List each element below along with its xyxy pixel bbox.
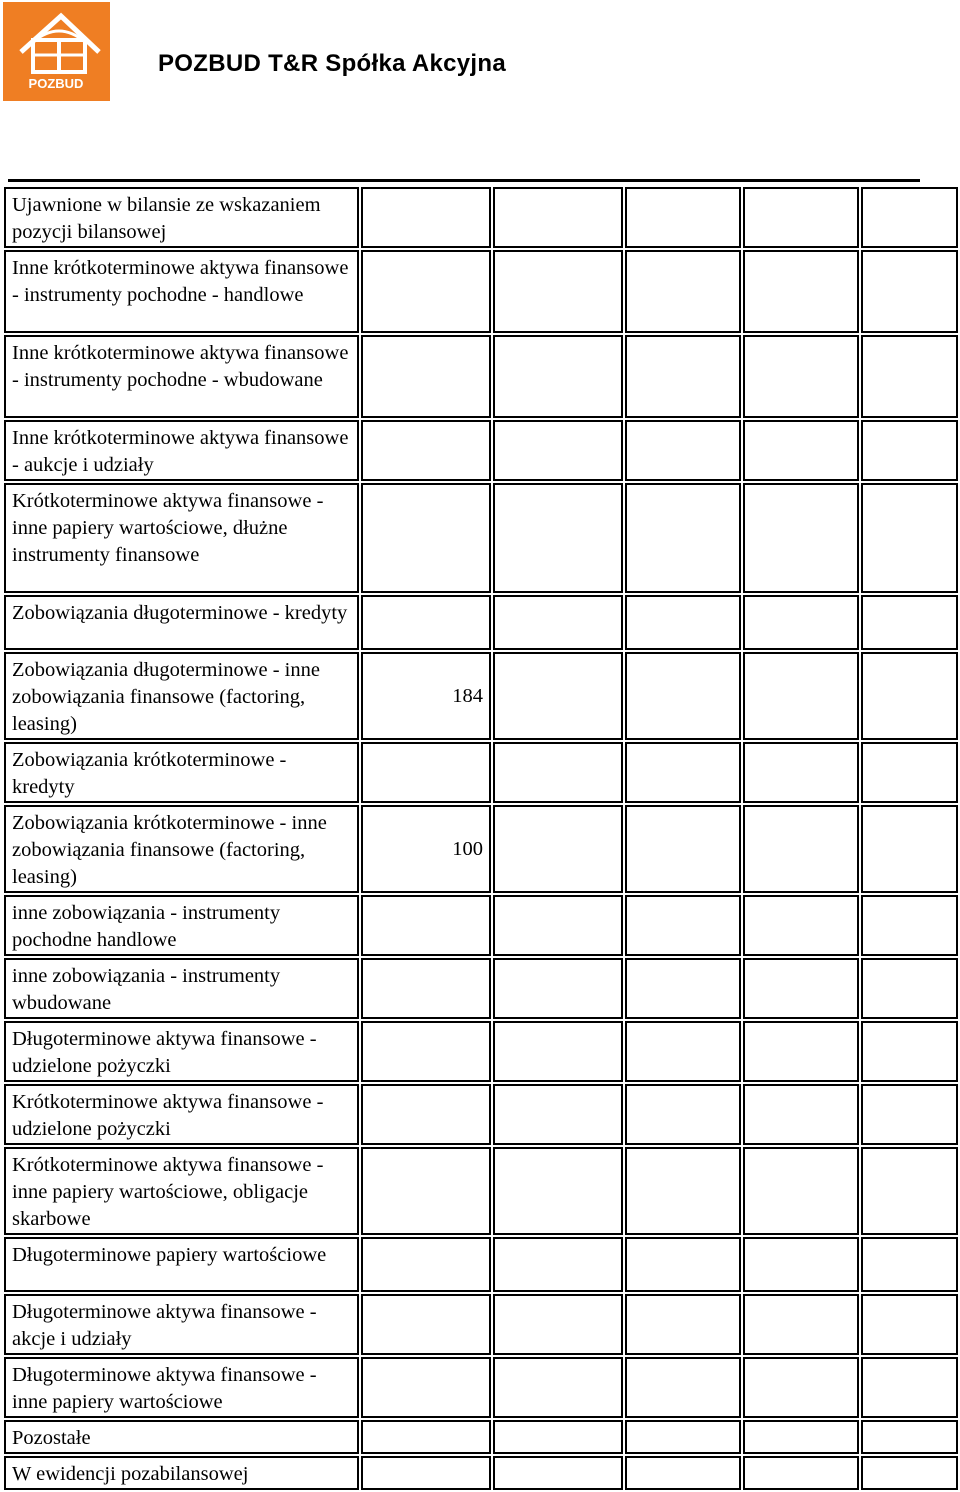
empty-cell (743, 1084, 859, 1145)
row-label: Długoterminowe aktywa finansowe - udzielone pożyczki (4, 1021, 359, 1082)
empty-cell (743, 1021, 859, 1082)
table-row (4, 895, 958, 956)
row-label: Długoterminowe aktywa finansowe - akcje i udziały (4, 1294, 359, 1355)
table-row (4, 595, 958, 650)
empty-cell (625, 652, 741, 740)
empty-cell (861, 1294, 958, 1355)
table-row (4, 1021, 958, 1082)
row-label: Zobowiązania długoterminowe - kredyty (4, 595, 359, 650)
row-label: Zobowiązania długoterminowe - inne zobowiązania finansowe (factoring, leasing) (4, 652, 359, 740)
empty-cell (743, 805, 859, 893)
value-cell (361, 595, 491, 650)
empty-cell (743, 1147, 859, 1235)
empty-cell (625, 250, 741, 333)
empty-cell (743, 652, 859, 740)
empty-cell (743, 958, 859, 1019)
row-label: Krótkoterminowe aktywa finansowe - inne papiery wartościowe, dłużne instrumenty finansowe (4, 483, 359, 593)
empty-cell (625, 420, 741, 481)
empty-cell (493, 250, 623, 333)
table-row (4, 335, 958, 418)
empty-cell (743, 1294, 859, 1355)
empty-cell (493, 1147, 623, 1235)
table-row (4, 1294, 958, 1355)
empty-cell (625, 335, 741, 418)
row-label: Długoterminowe papiery wartościowe (4, 1237, 359, 1292)
empty-cell (493, 1084, 623, 1145)
value-cell (361, 420, 491, 481)
empty-cell (625, 483, 741, 593)
table-row (4, 805, 958, 893)
value-cell (361, 1456, 491, 1490)
empty-cell (493, 958, 623, 1019)
row-label: Inne krótkoterminowe aktywa finansowe - instrumenty pochodne - wbudowane (4, 335, 359, 418)
table-body (4, 187, 958, 1490)
empty-cell (743, 420, 859, 481)
value-cell (361, 483, 491, 593)
empty-cell (861, 1357, 958, 1418)
empty-cell (861, 1237, 958, 1292)
empty-cell (861, 187, 958, 248)
empty-cell (493, 483, 623, 593)
row-label: Krótkoterminowe aktywa finansowe - udzielone pożyczki (4, 1084, 359, 1145)
empty-cell (861, 1147, 958, 1235)
empty-cell (861, 595, 958, 650)
row-label: Długoterminowe aktywa finansowe - inne papiery wartościowe (4, 1357, 359, 1418)
value-cell (361, 1084, 491, 1145)
row-label: Zobowiązania krótkoterminowe - inne zobowiązania finansowe (factoring, leasing) (4, 805, 359, 893)
row-label: Ujawnione w bilansie ze wskazaniem pozycji bilansowej (4, 187, 359, 248)
empty-cell (493, 595, 623, 650)
empty-cell (493, 420, 623, 481)
table-row (4, 483, 958, 593)
company-name: POZBUD T&R Spółka Akcyjna (158, 50, 507, 77)
logo-text: POZBUD (28, 76, 84, 91)
table-row (4, 250, 958, 333)
table-row (4, 1237, 958, 1292)
empty-cell (743, 895, 859, 956)
value-cell (361, 1420, 491, 1454)
header-divider (8, 179, 920, 182)
empty-cell (743, 1357, 859, 1418)
empty-cell (625, 1237, 741, 1292)
value-cell (361, 1147, 491, 1235)
empty-cell (861, 742, 958, 803)
empty-cell (743, 250, 859, 333)
empty-cell (861, 250, 958, 333)
empty-cell (743, 1237, 859, 1292)
empty-cell (625, 1147, 741, 1235)
empty-cell (625, 895, 741, 956)
value-cell (361, 250, 491, 333)
empty-cell (493, 1021, 623, 1082)
empty-cell (625, 958, 741, 1019)
table-row (4, 1147, 958, 1235)
value-cell (361, 1021, 491, 1082)
empty-cell (625, 1420, 741, 1454)
pozbud-logo (3, 2, 110, 101)
empty-cell (625, 595, 741, 650)
empty-cell (625, 187, 741, 248)
table-row (4, 958, 958, 1019)
row-label: Zobowiązania krótkoterminowe - kredyty (4, 742, 359, 803)
empty-cell (743, 595, 859, 650)
value-cell: 184 (361, 652, 491, 740)
table-row (4, 742, 958, 803)
value-cell (361, 1357, 491, 1418)
house-window-icon (3, 2, 110, 101)
table-row (4, 1456, 958, 1490)
empty-cell (861, 895, 958, 956)
empty-cell (861, 805, 958, 893)
value-cell (361, 742, 491, 803)
table-row (4, 1420, 958, 1454)
empty-cell (743, 1456, 859, 1490)
value-cell (361, 1294, 491, 1355)
table-row (4, 1084, 958, 1145)
empty-cell (493, 1456, 623, 1490)
empty-cell (861, 1084, 958, 1145)
empty-cell (743, 187, 859, 248)
empty-cell (861, 483, 958, 593)
table-row (4, 187, 958, 248)
empty-cell (743, 742, 859, 803)
row-label: inne zobowiązania - instrumenty pochodne handlowe (4, 895, 359, 956)
row-label: inne zobowiązania - instrumenty wbudowane (4, 958, 359, 1019)
row-label: Inne krótkoterminowe aktywa finansowe - instrumenty pochodne - handlowe (4, 250, 359, 333)
empty-cell (493, 895, 623, 956)
row-label: Pozostałe (4, 1420, 359, 1454)
empty-cell (861, 1021, 958, 1082)
table-row (4, 1357, 958, 1418)
empty-cell (743, 1420, 859, 1454)
financial-instruments-table (2, 185, 960, 1492)
empty-cell (493, 187, 623, 248)
row-label: Inne krótkoterminowe aktywa finansowe - aukcje i udziały (4, 420, 359, 481)
table-row (4, 420, 958, 481)
row-label: W ewidencji pozabilansowej (4, 1456, 359, 1490)
empty-cell (625, 1456, 741, 1490)
empty-cell (625, 1084, 741, 1145)
value-cell (361, 335, 491, 418)
empty-cell (493, 1294, 623, 1355)
empty-cell (493, 1357, 623, 1418)
empty-cell (861, 420, 958, 481)
empty-cell (625, 742, 741, 803)
table-row (4, 652, 958, 740)
empty-cell (625, 1021, 741, 1082)
value-cell (361, 895, 491, 956)
value-cell (361, 187, 491, 248)
value-cell (361, 1237, 491, 1292)
empty-cell (493, 335, 623, 418)
empty-cell (625, 1357, 741, 1418)
empty-cell (493, 1420, 623, 1454)
value-cell: 100 (361, 805, 491, 893)
empty-cell (861, 958, 958, 1019)
empty-cell (493, 742, 623, 803)
empty-cell (625, 1294, 741, 1355)
empty-cell (861, 1420, 958, 1454)
value-cell (361, 958, 491, 1019)
empty-cell (743, 335, 859, 418)
empty-cell (493, 652, 623, 740)
empty-cell (743, 483, 859, 593)
empty-cell (625, 805, 741, 893)
empty-cell (861, 335, 958, 418)
empty-cell (493, 805, 623, 893)
empty-cell (493, 1237, 623, 1292)
empty-cell (861, 652, 958, 740)
row-label: Krótkoterminowe aktywa finansowe - inne papiery wartościowe, obligacje skarbowe (4, 1147, 359, 1235)
empty-cell (861, 1456, 958, 1490)
